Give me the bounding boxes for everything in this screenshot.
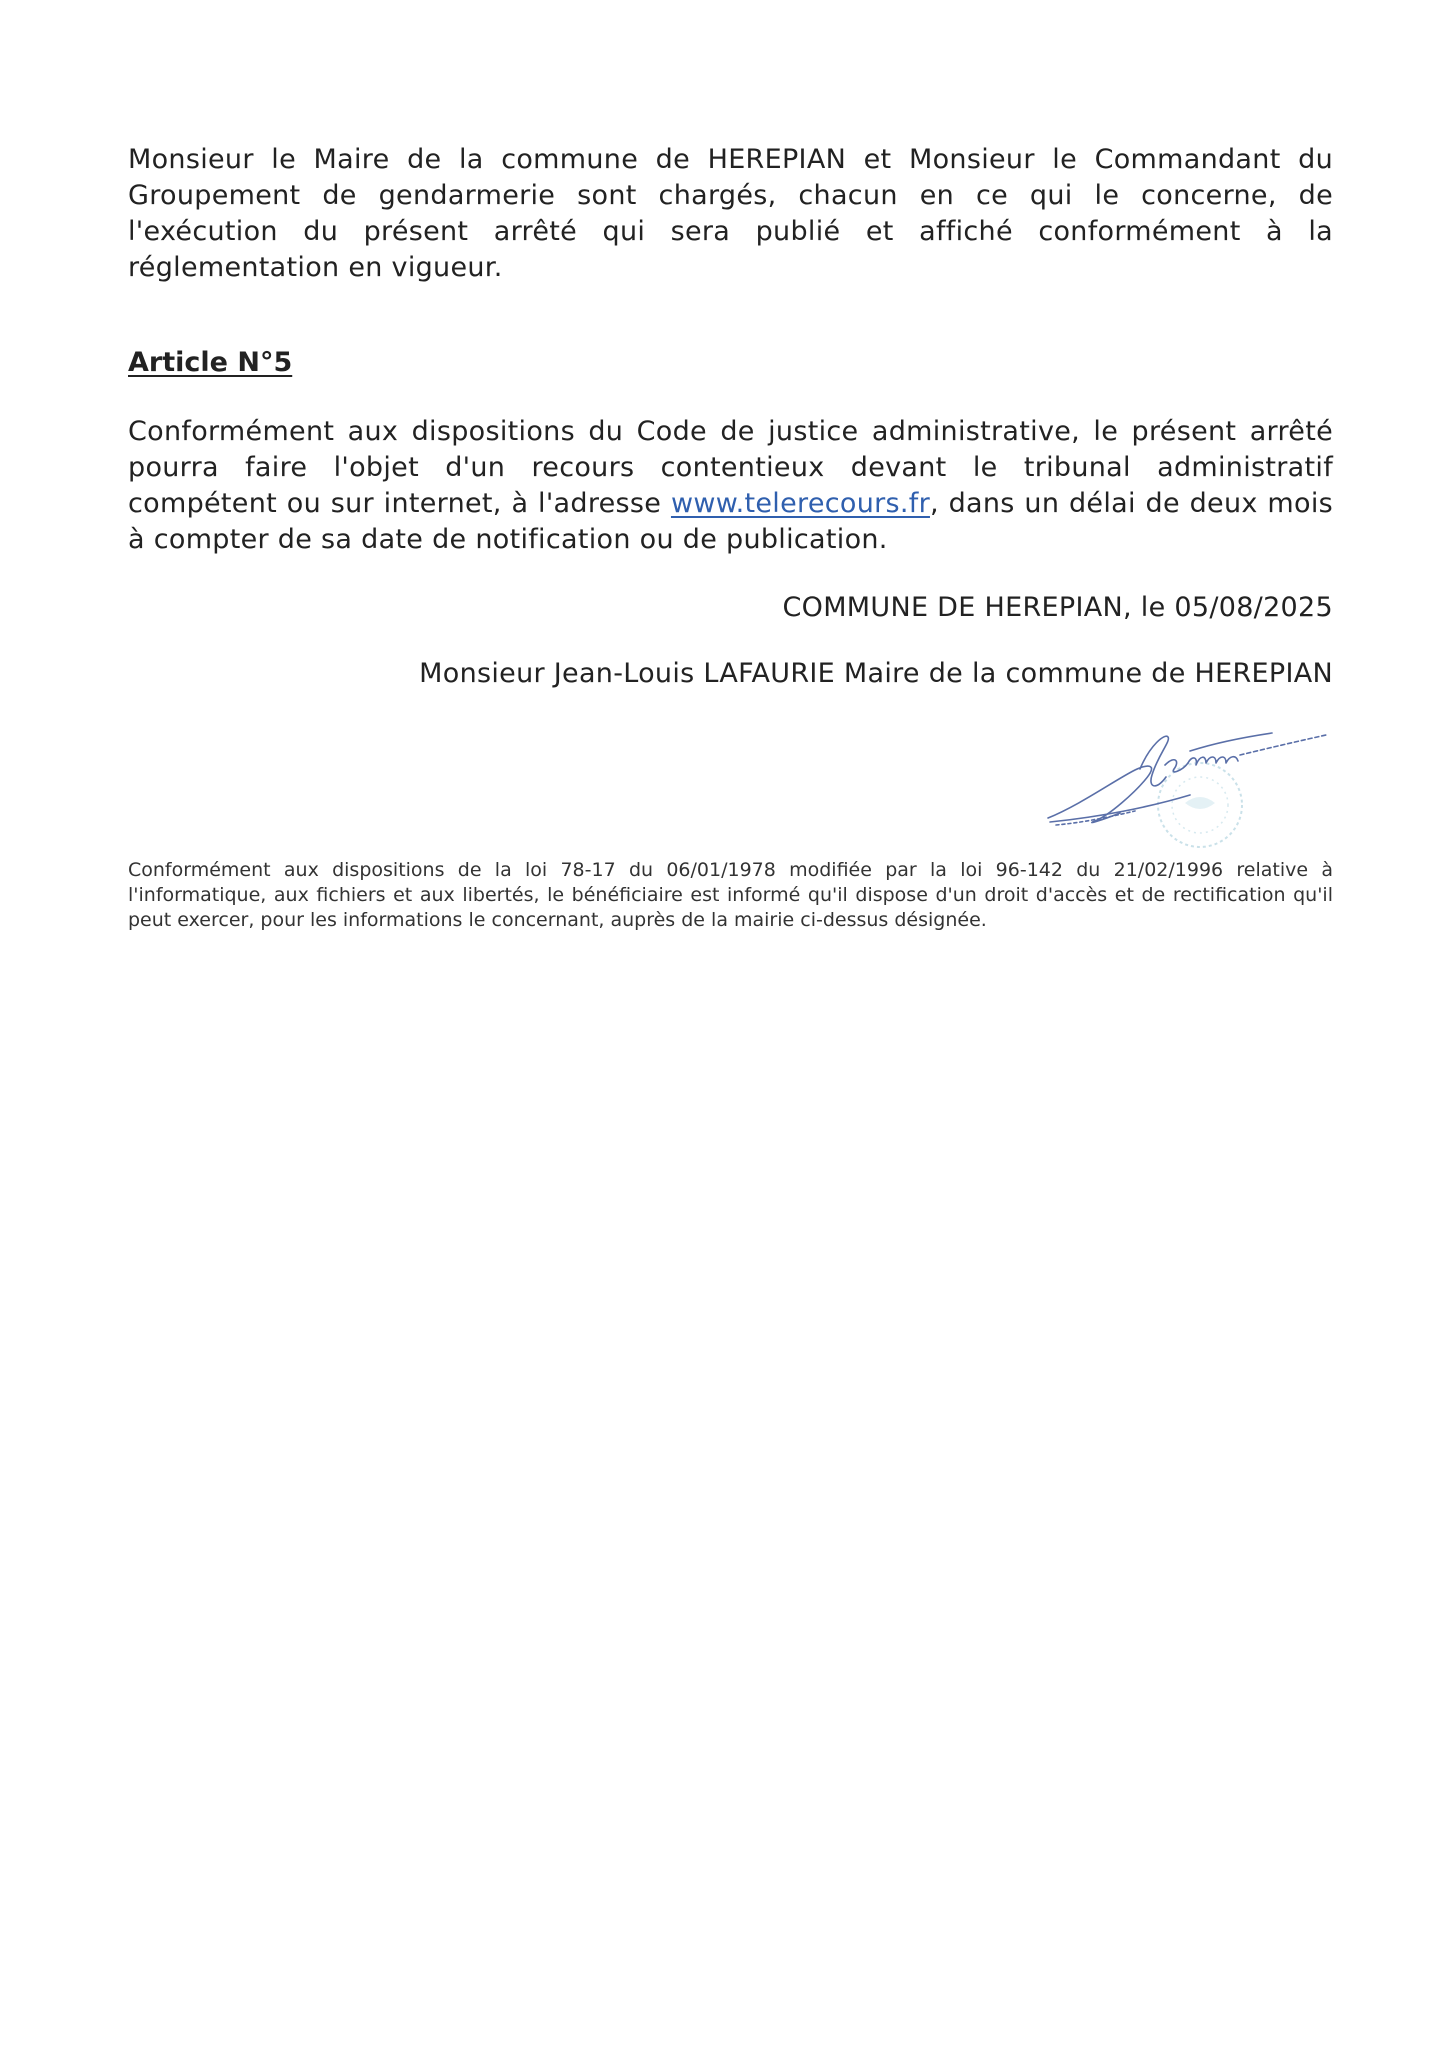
article-5-paragraph (128, 414, 1333, 558)
date-line: COMMUNE DE HEREPIAN, le 05/08/2025 (782, 592, 1333, 623)
stamp-icon (1158, 763, 1242, 847)
article-5-heading: Article N°5 (128, 347, 293, 378)
signatory-name: Monsieur Jean-Louis LAFAURIE Maire de la commune de HEREPIAN (419, 658, 1333, 689)
article-5-text-before: Conformément aux dispositions du Code de justice administrative, le présent arrêté pourra faire l'objet d'un recours contentieux devant le tribunal administratif compétent ou sur internet, à l'adresse (128, 416, 1333, 519)
footnote-text: Conformément aux dispositions de la loi 78-17 du 06/01/1978 modifiée par la loi 96-142 du 21/02/1996 relative à l'informatique, aux fichiers et aux libertés, le bénéficiaire est informé qu'il dispose d'un droit d'accès et de rectification qu'il peut exercer, pour les informations le concernant, auprès de la mairie ci-dessus désignée. (128, 859, 1333, 931)
privacy-footnote (128, 858, 1333, 933)
article-5-text-after: , dans un délai de deux mois à compter de sa date de notification ou de publication. (128, 488, 1333, 555)
signature-icon (1040, 725, 1330, 855)
execution-paragraph: Monsieur le Maire de la commune de HEREPIAN et Monsieur le Commandant du Groupement de gendarmerie sont chargés, chacun en ce qui le concerne, de l'exécution du présent arrêté qui sera publié et affiché conformément à la réglementation en vigueur. (128, 144, 1333, 283)
telerecours-link[interactable]: www.telerecours.fr (670, 488, 930, 519)
